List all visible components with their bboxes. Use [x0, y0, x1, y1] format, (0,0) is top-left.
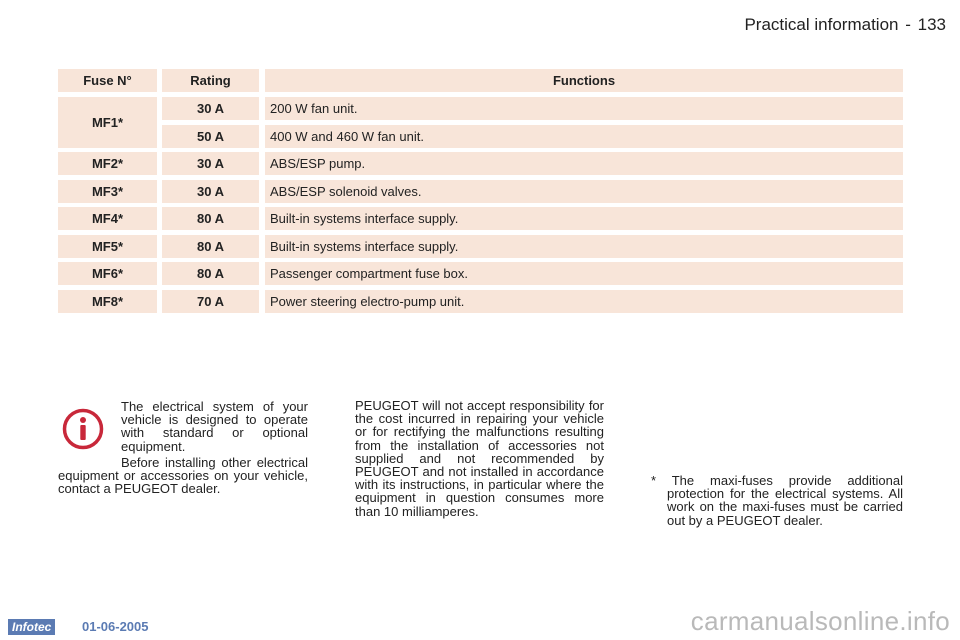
rating-cell: 30 A — [162, 152, 259, 175]
watermark: carmanualsonline.info — [690, 606, 950, 636]
function-cell: Passenger compartment fuse box. — [265, 262, 903, 285]
fuse-cell: MF6* — [58, 262, 157, 285]
page-header — [744, 15, 946, 35]
rating-cell: 80 A — [162, 235, 259, 258]
function-cell: 400 W and 460 W fan unit. — [265, 125, 903, 148]
function-cell: 200 W fan unit. — [265, 97, 903, 120]
col-header-functions: Functions — [265, 69, 903, 92]
rating-cell: 80 A — [162, 262, 259, 285]
rating-cell: 30 A — [162, 97, 259, 120]
function-cell: Built-in systems interface supply. — [265, 235, 903, 258]
function-cell: Power steering electro-pump unit. — [265, 290, 903, 313]
footer-date: 01-06-2005 — [82, 619, 149, 634]
rating-cell: 30 A — [162, 180, 259, 203]
info-paragraph-1: The electrical system of your vehicle is designed to operate with standard or optional equipment. — [121, 399, 308, 454]
info-icon — [62, 408, 104, 450]
rating-cell: 50 A — [162, 125, 259, 148]
fuse-cell: MF3* — [58, 180, 157, 203]
fuse-cell-mf1: MF1* — [58, 97, 157, 148]
rating-cell: 80 A — [162, 207, 259, 230]
infotec-logo: Infotec — [8, 619, 55, 635]
info-paragraph-2: Before installing other electrical equipment or accessories on your vehicle, contact a PEUGEOT dealer. — [58, 455, 308, 497]
header-separator: - — [905, 15, 911, 34]
function-cell: ABS/ESP pump. — [265, 152, 903, 175]
fuse-cell: MF4* — [58, 207, 157, 230]
col-header-fuse: Fuse N° — [58, 69, 157, 92]
fuse-cell: MF2* — [58, 152, 157, 175]
rating-cell: 70 A — [162, 290, 259, 313]
fuse-cell: MF5* — [58, 235, 157, 258]
fuse-cell: MF8* — [58, 290, 157, 313]
page-number: 133 — [917, 15, 946, 34]
page-title: Practical information — [744, 15, 899, 34]
footnote-paragraph: * The maxi-fuses provide additional protection for the electrical systems. All work on the maxi-fuses must be carried out by a PEUGEOT dealer. — [651, 473, 903, 528]
liability-paragraph: PEUGEOT will not accept responsibility for the cost incurred in repairing your vehicle or for rectifying the malfunctions resulting from the installation of accessories not supplied and not recommended by PEUGEOT and not installed in accordance with its instructions, in particular where the equipment in question consumes more than 10 milliamperes. — [355, 398, 604, 519]
col-header-rating: Rating — [162, 69, 259, 92]
function-cell: ABS/ESP solenoid valves. — [265, 180, 903, 203]
function-cell: Built-in systems interface supply. — [265, 207, 903, 230]
